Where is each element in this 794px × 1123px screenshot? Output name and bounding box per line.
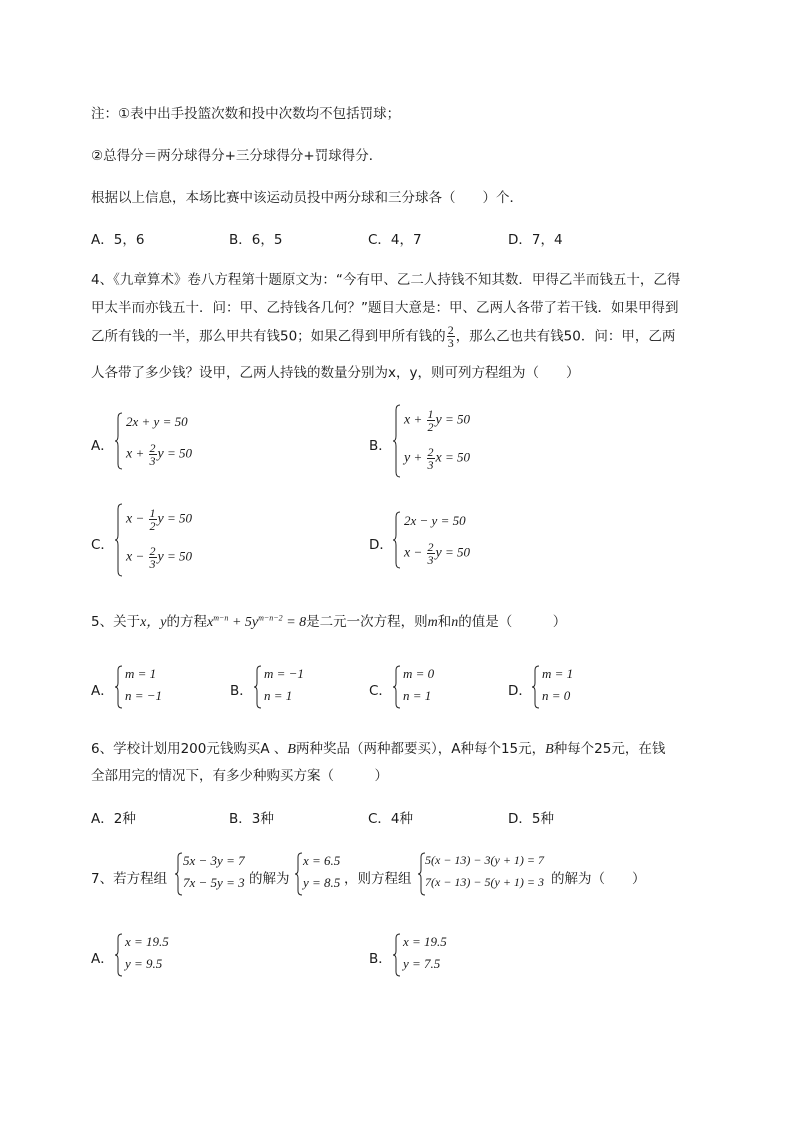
q6-option-b[interactable]: B．3种 bbox=[229, 811, 274, 827]
q5-text: 5、关于x，y的方程$x^{m-n} + 5y^{m-n-2} = 8$是二元一次方程，则m和n的值是（ ） bbox=[91, 613, 567, 630]
brace-icon bbox=[393, 665, 401, 709]
q4-line-2: 甲太半而亦钱五十．问：甲、乙持钱各几何？”题目大意是：甲、乙两人各带了若干钱．如果甲得到 bbox=[91, 300, 679, 316]
note-2: ②总得分＝两分球得分+三分球得分+罚球得分． bbox=[91, 148, 383, 164]
q5-option-b-label[interactable]: B． bbox=[230, 683, 253, 699]
q7-text-mid-2: ，则方程组 bbox=[344, 871, 412, 887]
q7-option-a-system: x = 19.5 y = 9.5 bbox=[115, 933, 185, 979]
brace-icon bbox=[393, 404, 401, 478]
brace-icon bbox=[295, 852, 303, 896]
q7-system-1: 5x − 3y = 7 7x − 5y = 3 bbox=[175, 852, 250, 898]
brace-icon bbox=[532, 665, 540, 709]
q7-option-b-label[interactable]: B． bbox=[369, 951, 392, 967]
q6-option-c[interactable]: C．4种 bbox=[368, 811, 414, 827]
brace-icon bbox=[254, 665, 262, 709]
q4-option-b-system bbox=[393, 404, 503, 480]
q4-d-eq2: x − $\frac{2}{3}$ y = 50 bbox=[404, 540, 470, 567]
q7-solution: x = 6.5 y = 8.5 bbox=[295, 852, 345, 898]
q7-system-2: 5(x − 13) − 3(y + 1) = 7 7(x − 13) − 5(y + 1) = 3 bbox=[418, 852, 558, 898]
q6-line-2: 全部用完的情况下，有多少种购买方案（ ） bbox=[91, 768, 388, 784]
q7-option-b-system: x = 19.5 y = 7.5 bbox=[393, 933, 463, 979]
brace-icon bbox=[115, 503, 123, 577]
q4-option-c-label[interactable]: C． bbox=[91, 537, 114, 553]
brace-icon bbox=[393, 511, 401, 569]
q5-option-a-label[interactable]: A． bbox=[91, 683, 114, 699]
brace-icon bbox=[115, 665, 123, 709]
q3-option-d[interactable]: D．7，4 bbox=[508, 232, 563, 248]
q5-option-b-system: m = −1 n = 1 bbox=[254, 665, 314, 711]
q4-line-3-start: 乙所有钱的一半，那么甲共有钱50；如果乙得到甲所有钱的 bbox=[91, 328, 446, 345]
note-1: 注：①表中出手投篮次数和投中次数均不包括罚球； bbox=[91, 106, 401, 122]
brace-icon bbox=[175, 852, 183, 896]
q4-line-3-end: ，那么乙也共有钱50．问：甲，乙两 bbox=[455, 328, 676, 345]
q5-option-a-system: m = 1 n = −1 bbox=[115, 665, 175, 711]
brace-icon bbox=[115, 412, 123, 470]
q5-equation: $x^{m-n} + 5y^{m-n-2} = 8$ bbox=[207, 613, 307, 630]
q4-c-eq1: x − $\frac{1}{2}$ y = 50 bbox=[126, 506, 192, 533]
q4-a-eq2: x + $\frac{2}{3}$ y = 50 bbox=[126, 441, 192, 468]
q4-c-eq2: x − $\frac{2}{3}$ y = 50 bbox=[126, 544, 192, 571]
q4-d-eq1: 2x − y = 50 bbox=[404, 513, 466, 528]
q4-a-eq1: 2x + y = 50 bbox=[126, 414, 188, 429]
q3-option-b[interactable]: B．6，5 bbox=[229, 232, 283, 248]
q3-option-c[interactable]: C．4，7 bbox=[368, 232, 422, 248]
q4-option-a-system bbox=[115, 412, 225, 472]
q6-option-a[interactable]: A．2种 bbox=[91, 811, 136, 827]
q6-option-d[interactable]: D．5种 bbox=[508, 811, 554, 827]
brace-icon bbox=[115, 933, 123, 977]
q5-option-c-system: m = 0 n = 1 bbox=[393, 665, 453, 711]
q4-line-4: 人各带了多少钱？设甲，乙两人持钱的数量分别为x，y，则可列方程组为（ ） bbox=[91, 365, 580, 381]
q7-text-start: 7、若方程组 bbox=[91, 871, 168, 887]
q4-option-b-label[interactable]: B． bbox=[369, 438, 392, 454]
q3-option-a[interactable]: A．5，6 bbox=[91, 232, 145, 248]
brace-icon bbox=[393, 933, 401, 977]
q4-line-1: 4、《九章算术》卷八方程第十题原文为：“今有甲、乙二人持钱不知其数．甲得乙半而钱五十，乙得 bbox=[91, 272, 681, 288]
q7-option-a-label[interactable]: A． bbox=[91, 951, 114, 967]
q5-option-d-label[interactable]: D． bbox=[508, 683, 532, 699]
q4-option-d-system bbox=[393, 511, 503, 571]
q4-b-eq2: y + $\frac{2}{3}$ x = 50 bbox=[404, 445, 470, 472]
q4-b-eq1: x + $\frac{1}{2}$ y = 50 bbox=[404, 407, 470, 434]
q6-line-1: 6、学校计划用200元钱购买A 、B两种奖品（两种都要买），A种每个15元，B种每个25元，在钱 bbox=[91, 741, 666, 757]
q4-option-c-system bbox=[115, 503, 225, 579]
fraction-two-thirds: $\frac{2}{3}$ bbox=[447, 323, 454, 350]
q7-text-end: 的解为（ ） bbox=[551, 871, 646, 887]
q5-option-d-system: m = 1 n = 0 bbox=[532, 665, 592, 711]
q5-option-c-label[interactable]: C． bbox=[369, 683, 392, 699]
q4-option-d-label[interactable]: D． bbox=[369, 537, 393, 553]
q7-text-mid-1: 的解为 bbox=[249, 871, 290, 887]
q4-line-3 bbox=[91, 324, 675, 349]
question-3-text: 根据以上信息，本场比赛中该运动员投中两分球和三分球各（ ）个． bbox=[91, 190, 523, 206]
q4-option-a-label[interactable]: A． bbox=[91, 438, 114, 454]
